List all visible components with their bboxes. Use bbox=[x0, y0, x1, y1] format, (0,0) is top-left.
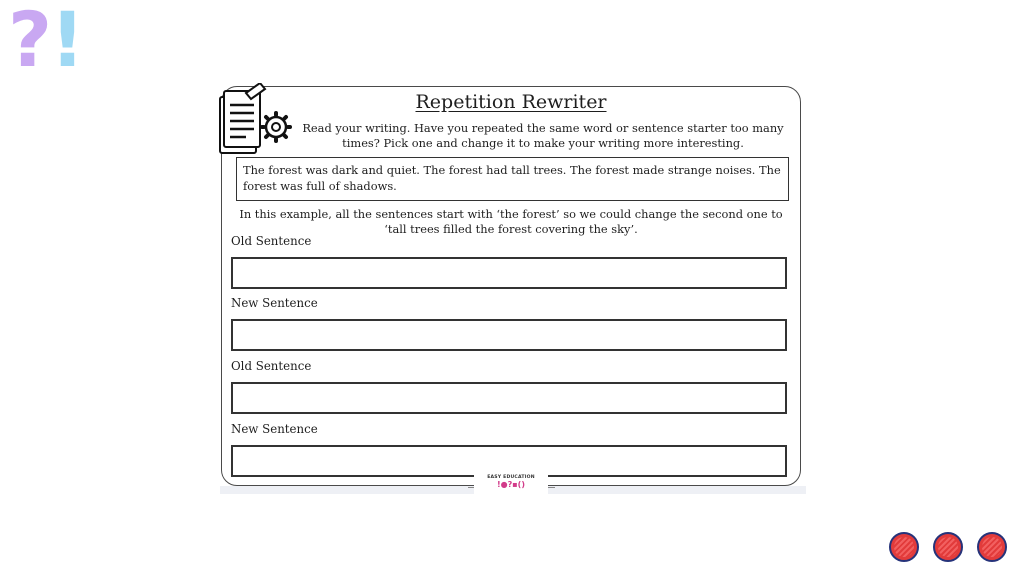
old-sentence-field-2[interactable] bbox=[231, 382, 787, 414]
exclamation-mark-decoration: ! bbox=[50, 0, 83, 84]
corner-decoration bbox=[8, 0, 83, 84]
nav-dot-icon[interactable] bbox=[889, 532, 919, 562]
navigation-dots bbox=[889, 532, 1021, 562]
footer-divider-right bbox=[547, 487, 555, 488]
question-mark-decoration: ? bbox=[8, 0, 51, 84]
worksheet bbox=[221, 86, 801, 489]
new-sentence-label-1: New Sentence bbox=[231, 296, 318, 310]
example-text-box: The forest was dark and quiet. The forest had tall trees. The forest made strange noises. The forest was full of shadows. bbox=[236, 157, 789, 201]
old-sentence-label-1: Old Sentence bbox=[231, 234, 312, 248]
footer-brand-marks: !●?▪() bbox=[496, 480, 525, 489]
footer-brand-text: EASY EDUCATION bbox=[487, 475, 535, 480]
worksheet-instructions: Read your writing. Have you repeated the same word or sentence starter too many times? Pick one and change it to make your writing more interesting. bbox=[302, 121, 784, 150]
footer-logo bbox=[474, 473, 548, 495]
new-sentence-field-1[interactable] bbox=[231, 319, 787, 351]
nav-dot-icon[interactable] bbox=[977, 532, 1007, 562]
nav-dot-icon[interactable] bbox=[933, 532, 963, 562]
old-sentence-label-2: Old Sentence bbox=[231, 359, 312, 373]
new-sentence-label-2: New Sentence bbox=[231, 422, 318, 436]
example-explanation: In this example, all the sentences start with ‘the forest’ so we could change the second one to ‘tall trees filled the forest covering the sky’. bbox=[239, 207, 783, 236]
old-sentence-field-1[interactable] bbox=[231, 257, 787, 289]
worksheet-title: Repetition Rewriter bbox=[415, 91, 607, 113]
